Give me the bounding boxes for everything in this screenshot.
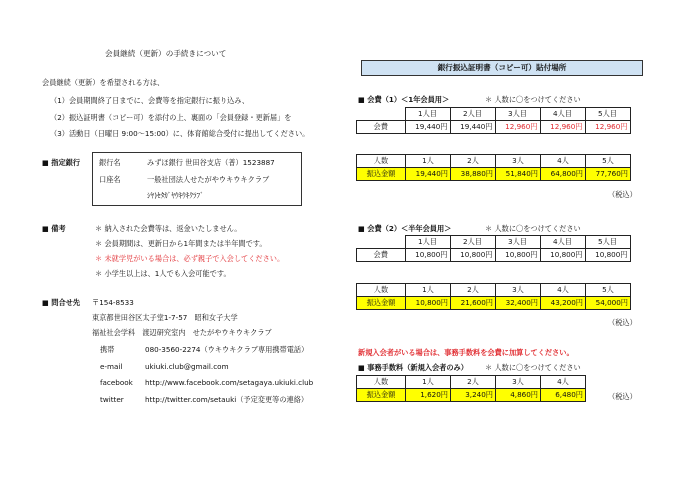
bank-box [92,152,302,206]
half-total-table [356,283,631,310]
row-label: 会費 [357,121,406,134]
fee-cell: 19,440円 [405,121,450,134]
people-option[interactable]: 1人 [406,376,451,389]
total-label: 振込金額 [357,389,406,402]
total-cell: 19,440円 [406,168,451,181]
half-note: ＊ 人数に〇をつけてください [485,224,581,233]
admin-tax: （税込） [608,392,637,401]
admin-note: ＊ 人数に〇をつけてください [485,363,581,372]
email-value[interactable]: ukiuki.club@gmail.com [145,362,229,371]
annual-heading: ■ 会費（1）＜1年会員用＞ [358,95,450,104]
step-3: （3）活動日（日曜日 9:00～15:00）に、体育館総合受付に提出してください。 [50,129,310,138]
contact-heading: ■ 問合せ先 [42,298,81,307]
bank-heading: ■ 指定銀行 [42,158,81,167]
total-label: 振込金額 [357,297,406,310]
col-header: 3人目 [495,108,540,121]
total-cell: 4,860円 [496,389,541,402]
facebook-link[interactable]: http://www.facebook.com/setagaya.ukiuki.club [145,378,314,387]
admin-heading: ■ 事務手数料（新規入会者のみ） [358,363,468,372]
people-option[interactable]: 2人 [451,376,496,389]
email-label: e-mail [100,362,123,371]
total-cell: 77,760円 [586,168,631,181]
fee-cell: 10,800円 [540,249,585,262]
total-cell: 21,600円 [451,297,496,310]
total-cell: 32,400円 [496,297,541,310]
total-cell: 51,840円 [496,168,541,181]
people-option[interactable]: 3人 [496,284,541,297]
people-label: 人数 [357,376,406,389]
people-label: 人数 [357,155,406,168]
annual-note: ＊ 人数に〇をつけてください [485,95,581,104]
fee-cell: 10,800円 [405,249,450,262]
proof-header: 銀行振込証明書（コピー可）貼付場所 [361,60,643,76]
fee-cell: 12,960円 [495,121,540,134]
note-item: ＊ 小学生以上は、1人でも入会可能です。 [95,269,231,278]
total-cell: 3,240円 [451,389,496,402]
col-header: 5人目 [585,108,630,121]
fee-cell: 12,960円 [585,121,630,134]
total-cell: 64,800円 [541,168,586,181]
holder-kana: ｼﾔ)ｾﾀｶﾞﾔｳｷｳｷｸﾗﾌﾞ [147,191,204,200]
fee-cell: 10,800円 [495,249,540,262]
step-2: （2）振込証明書（コピー可）を添付の上、裏面の「会員登録・更新届」を [50,113,292,122]
annual-total-table [356,154,631,181]
col-header: 2人目 [450,236,495,249]
people-option[interactable]: 2人 [451,155,496,168]
fee-cell: 10,800円 [450,249,495,262]
col-header: 1人目 [405,236,450,249]
col-header: 2人目 [450,108,495,121]
twitter-link[interactable]: http://twitter.com/setauki（予定変更等の連絡） [145,395,309,404]
total-cell: 1,620円 [406,389,451,402]
people-option[interactable]: 4人 [541,155,586,168]
note-item: ＊ 納入された会費等は、返金いたしません。 [95,224,242,233]
step-1: （1）会員期間終了日までに、会費等を指定銀行に振り込み、 [50,96,250,105]
phone-value: 080-3560-2274（ウキウキクラブ専用携帯電話） [145,345,309,354]
total-label: 振込金額 [357,168,406,181]
half-heading: ■ 会費（2）＜半年会員用＞ [358,224,452,233]
people-option[interactable]: 3人 [496,376,541,389]
total-cell: 6,480円 [541,389,586,402]
people-option[interactable]: 1人 [406,284,451,297]
total-cell: 43,200円 [541,297,586,310]
annual-fee-table [356,107,631,134]
col-header: 4人目 [540,108,585,121]
contact-org: 福祉社会学科 渡辺研究室内 せたがやウキウキクラブ [92,328,272,337]
fee-cell: 19,440円 [450,121,495,134]
note-item: ＊ 会員期間は、更新日から1年間または半年間です。 [95,239,267,248]
phone-label: 携帯 [100,345,115,354]
people-option[interactable]: 5人 [586,284,631,297]
contact-zip: 〒154-8533 [92,298,134,307]
note-item-warning: ＊ 未就学児がいる場合は、必ず親子で入会してください。 [95,254,285,263]
row-label: 会費 [357,249,406,262]
total-cell: 38,880円 [451,168,496,181]
bank-value: みずほ銀行 世田谷支店（普）1523887 [147,158,275,167]
col-header: 4人目 [540,236,585,249]
people-label: 人数 [357,284,406,297]
holder-label: 口座名 [99,175,121,184]
col-header: 1人目 [405,108,450,121]
people-option[interactable]: 2人 [451,284,496,297]
holder-value: 一般社団法人せたがやウキウキクラブ [147,175,270,184]
col-header: 3人目 [495,236,540,249]
people-option[interactable]: 3人 [496,155,541,168]
new-member-note: 新規入会者がいる場合は、事務手数料を会費に加算してください。 [358,348,574,357]
people-option[interactable]: 4人 [541,376,586,389]
half-tax: （税込） [608,318,637,327]
people-option[interactable]: 1人 [406,155,451,168]
people-option[interactable]: 5人 [586,155,631,168]
intro-text: 会員継続（更新）を希望される方は、 [42,78,165,87]
total-cell: 54,000円 [586,297,631,310]
bank-label: 銀行名 [99,158,121,167]
facebook-label: facebook [100,378,133,387]
fee-cell: 12,960円 [540,121,585,134]
twitter-label: twitter [100,395,124,404]
people-option[interactable]: 4人 [541,284,586,297]
admin-fee-table [356,375,586,402]
col-header: 5人目 [585,236,630,249]
page-title: 会員継続（更新）の手続きについて [105,49,227,58]
notes-heading: ■ 備考 [42,224,66,233]
total-cell: 10,800円 [406,297,451,310]
annual-tax: （税込） [608,190,637,199]
fee-cell: 10,800円 [585,249,630,262]
half-fee-table [356,235,631,262]
contact-address: 東京都世田谷区太子堂1-7-57 昭和女子大学 [92,313,238,322]
